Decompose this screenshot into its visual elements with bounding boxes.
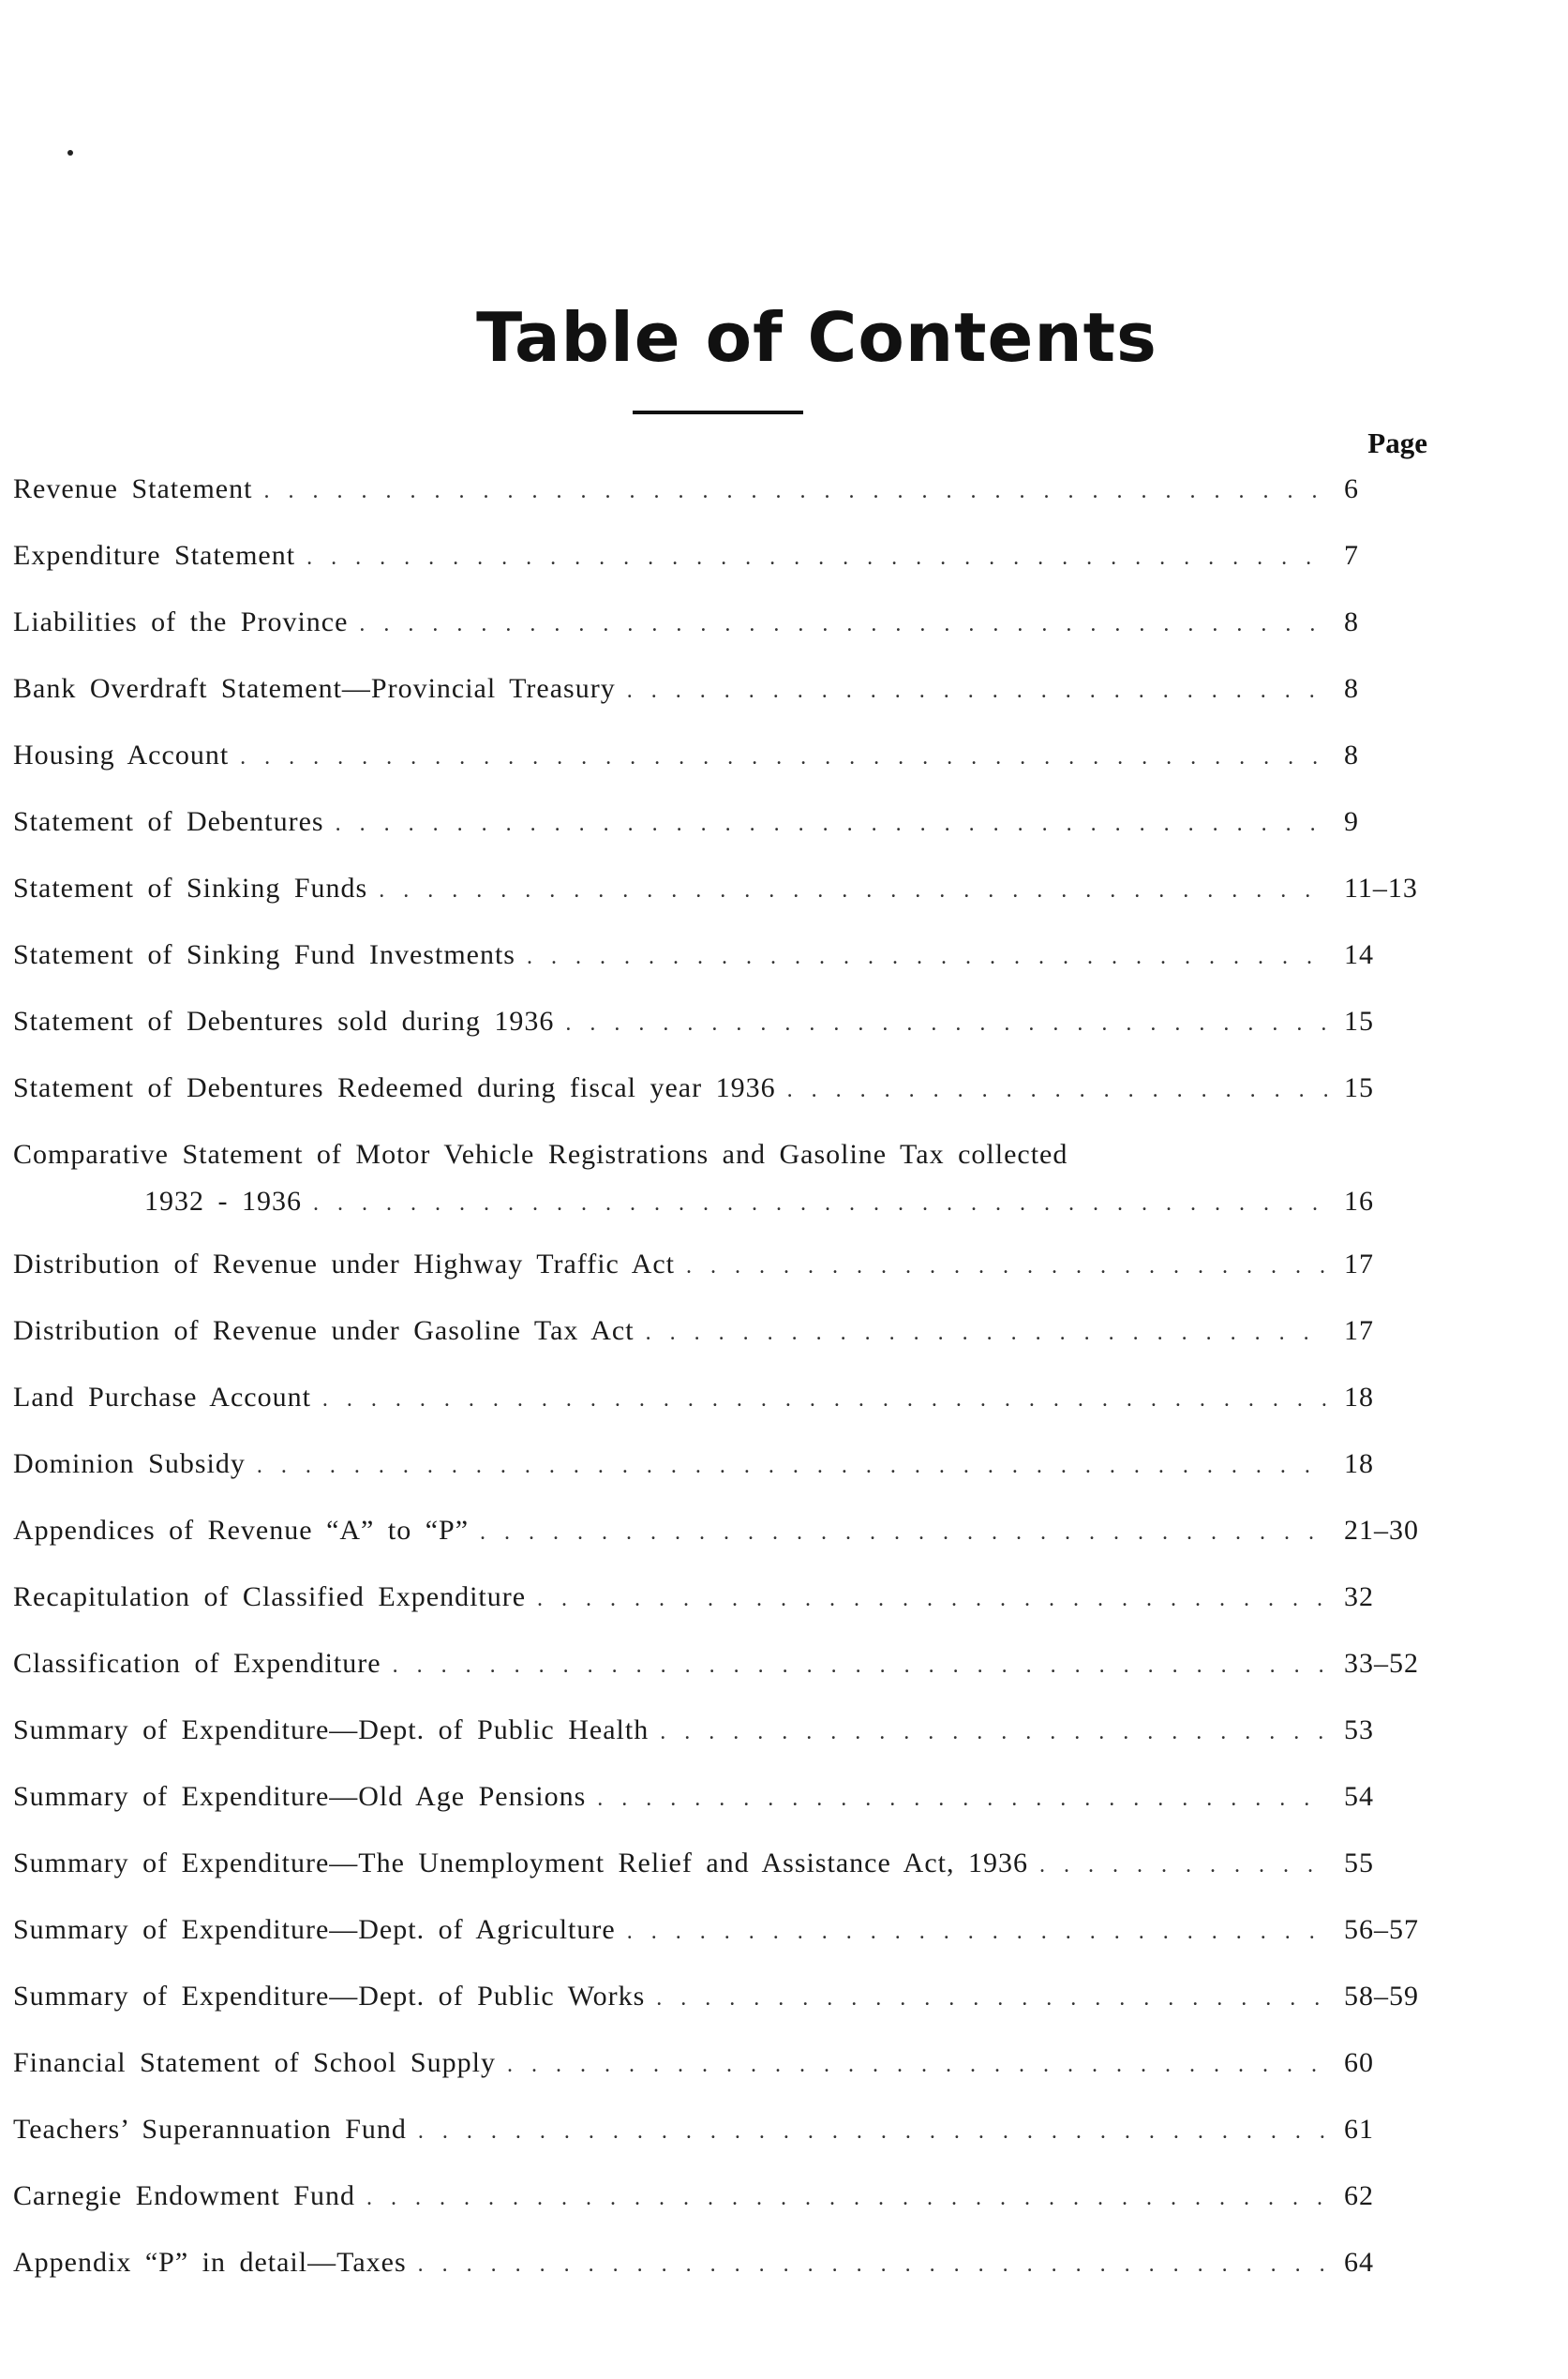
dot-leader	[322, 1387, 1327, 1413]
toc-entry-label: Statement of Debentures sold during 1936	[13, 1006, 555, 1037]
toc-entry-page: 61	[1344, 2114, 1374, 2145]
toc-entry[interactable]	[13, 1648, 1438, 1680]
toc-entry-label: Land Purchase Account	[13, 1382, 311, 1413]
toc-entry[interactable]	[13, 1006, 1438, 1038]
toc-entry-page: 17	[1344, 1315, 1374, 1346]
dot-leader	[527, 945, 1327, 970]
toc-entry-label: Statement of Debentures Redeemed during fiscal year 1936	[13, 1072, 776, 1103]
toc-entry-label-line1: Comparative Statement of Motor Vehicle Registrations and Gasoline Tax collected	[13, 1139, 1068, 1170]
toc-entry[interactable]	[13, 673, 1438, 705]
toc-entry-page: 16	[1344, 1186, 1374, 1217]
toc-entry[interactable]	[13, 1981, 1438, 2012]
toc-entry-page: 64	[1344, 2247, 1374, 2278]
toc-entry-page: 14	[1344, 939, 1374, 970]
toc-entry-label: Distribution of Revenue under Highway Traffic Act	[13, 1249, 676, 1279]
toc-entry[interactable]	[13, 1714, 1438, 1746]
toc-entry-page: 53	[1344, 1714, 1374, 1745]
dot-leader	[263, 479, 1327, 504]
toc-entry[interactable]	[13, 806, 1438, 838]
toc-entry-label: Carnegie Endowment Fund	[13, 2180, 355, 2211]
toc-entry[interactable]	[13, 740, 1438, 771]
dot-leader	[627, 1920, 1327, 1945]
toc-entry-label: Summary of Expenditure—The Unemployment Relief and Assistance Act, 1936	[13, 1848, 1028, 1878]
toc-entry[interactable]	[13, 1914, 1438, 1946]
toc-entry-page: 8	[1344, 740, 1359, 771]
toc-entry-label: Summary of Expenditure—Dept. of Agriculture	[13, 1914, 616, 1945]
dot-leader	[379, 878, 1327, 904]
toc-entry-page: 9	[1344, 806, 1359, 837]
toc-entry-label: Distribution of Revenue under Gasoline Tax Act	[13, 1315, 635, 1346]
toc-entry-page: 8	[1344, 673, 1359, 704]
toc-entry[interactable]	[13, 2114, 1438, 2146]
dot-leader	[507, 2053, 1327, 2078]
dot-leader	[660, 1720, 1327, 1745]
toc-entry-page: 33–52	[1344, 1648, 1419, 1679]
toc-entry-label: Appendices of Revenue “A” to “P”	[13, 1515, 470, 1546]
toc-entry-label: Statement of Debentures	[13, 806, 324, 837]
toc-entry-page: 15	[1344, 1072, 1374, 1103]
toc-entry[interactable]	[13, 1848, 1438, 1879]
toc-entry-label: Statement of Sinking Funds	[13, 873, 368, 904]
page-column-heading: Page	[1367, 426, 1427, 459]
toc-entry[interactable]	[13, 2180, 1438, 2212]
toc-entry[interactable]	[13, 1072, 1438, 1104]
toc-entry[interactable]	[13, 873, 1438, 905]
toc-entry[interactable]	[13, 2047, 1438, 2079]
toc-entry-label: Summary of Expenditure—Dept. of Public Works	[13, 1981, 646, 2012]
toc-entry[interactable]	[13, 473, 1438, 505]
toc-entry-page: 32	[1344, 1581, 1374, 1612]
toc-entry-label: Revenue Statement	[13, 473, 253, 504]
dot-leader	[366, 2186, 1327, 2211]
dot-leader	[336, 812, 1327, 837]
toc-entry-page: 7	[1344, 540, 1359, 571]
dot-leader	[597, 1787, 1327, 1812]
dot-leader	[787, 1078, 1327, 1103]
dot-leader	[537, 1587, 1327, 1612]
dot-leader	[257, 1454, 1327, 1479]
toc-entry-label: Appendix “P” in detail—Taxes	[13, 2247, 407, 2278]
toc-entry-page: 17	[1344, 1249, 1374, 1279]
toc-entry[interactable]	[13, 1781, 1438, 1813]
toc-entry-label: Expenditure Statement	[13, 540, 296, 571]
dot-leader	[656, 1986, 1327, 2012]
toc-entry-label-line2: 1932 - 1936	[144, 1186, 302, 1217]
toc-entry-page: 6	[1344, 473, 1359, 504]
toc-entry-label: Classification of Expenditure	[13, 1648, 381, 1679]
toc-entry-page: 18	[1344, 1382, 1374, 1413]
toc-entry-page: 62	[1344, 2180, 1374, 2211]
toc-entry-label: Recapitulation of Classified Expenditure	[13, 1581, 527, 1612]
dot-leader	[313, 1191, 1327, 1217]
dot-leader	[627, 679, 1327, 704]
toc-entry-page: 55	[1344, 1848, 1374, 1878]
dot-leader	[359, 612, 1327, 637]
toc-entry[interactable]	[13, 1249, 1438, 1280]
toc-entry-label: Summary of Expenditure—Dept. of Public Health	[13, 1714, 650, 1745]
dot-leader	[418, 2119, 1327, 2145]
toc-entry-page: 60	[1344, 2047, 1374, 2078]
dot-leader	[418, 2252, 1327, 2278]
toc-entry[interactable]	[13, 1382, 1438, 1414]
toc-entry-label: Housing Account	[13, 740, 230, 771]
toc-entry-label: Bank Overdraft Statement—Provincial Treasury	[13, 673, 616, 704]
toc-entry[interactable]	[13, 1448, 1438, 1480]
toc-entry-page: 15	[1344, 1006, 1374, 1037]
dot-leader	[240, 745, 1327, 771]
dot-leader	[686, 1254, 1327, 1279]
toc-entry-label: Liabilities of the Province	[13, 606, 349, 637]
toc-entry-label: Summary of Expenditure—Old Age Pensions	[13, 1781, 587, 1812]
toc-entry-page: 58–59	[1344, 1981, 1419, 2012]
toc-entry-label: Dominion Subsidy	[13, 1448, 246, 1479]
toc-entry[interactable]	[13, 606, 1438, 638]
dot-leader	[393, 1653, 1327, 1679]
dot-leader	[646, 1321, 1327, 1346]
dot-leader	[306, 546, 1327, 571]
toc-entry-page: 11–13	[1344, 873, 1418, 904]
toc-entry-label: Teachers’ Superannuation Fund	[13, 2114, 407, 2145]
dot-leader	[565, 1011, 1327, 1037]
dot-leader	[1039, 1853, 1327, 1878]
toc-entry-page: 56–57	[1344, 1914, 1419, 1945]
toc-entry[interactable]	[13, 1315, 1438, 1347]
toc-entry[interactable]	[13, 939, 1438, 971]
toc-entry-page: 18	[1344, 1448, 1374, 1479]
toc-entry-page: 21–30	[1344, 1515, 1419, 1546]
toc-entry-page: 8	[1344, 606, 1359, 637]
toc-entry-label: Financial Statement of School Supply	[13, 2047, 496, 2078]
toc-entry-two-line[interactable]	[13, 1139, 1438, 1218]
toc-entry[interactable]	[13, 540, 1438, 572]
dot-leader	[480, 1520, 1327, 1546]
toc-entry-page: 54	[1344, 1781, 1374, 1812]
toc-entry[interactable]	[13, 2247, 1438, 2279]
toc-entry-label: Statement of Sinking Fund Investments	[13, 939, 515, 970]
toc-entry[interactable]	[13, 1515, 1438, 1547]
toc-entry[interactable]	[13, 1581, 1438, 1613]
page-title: Table of Contents	[476, 298, 1157, 377]
